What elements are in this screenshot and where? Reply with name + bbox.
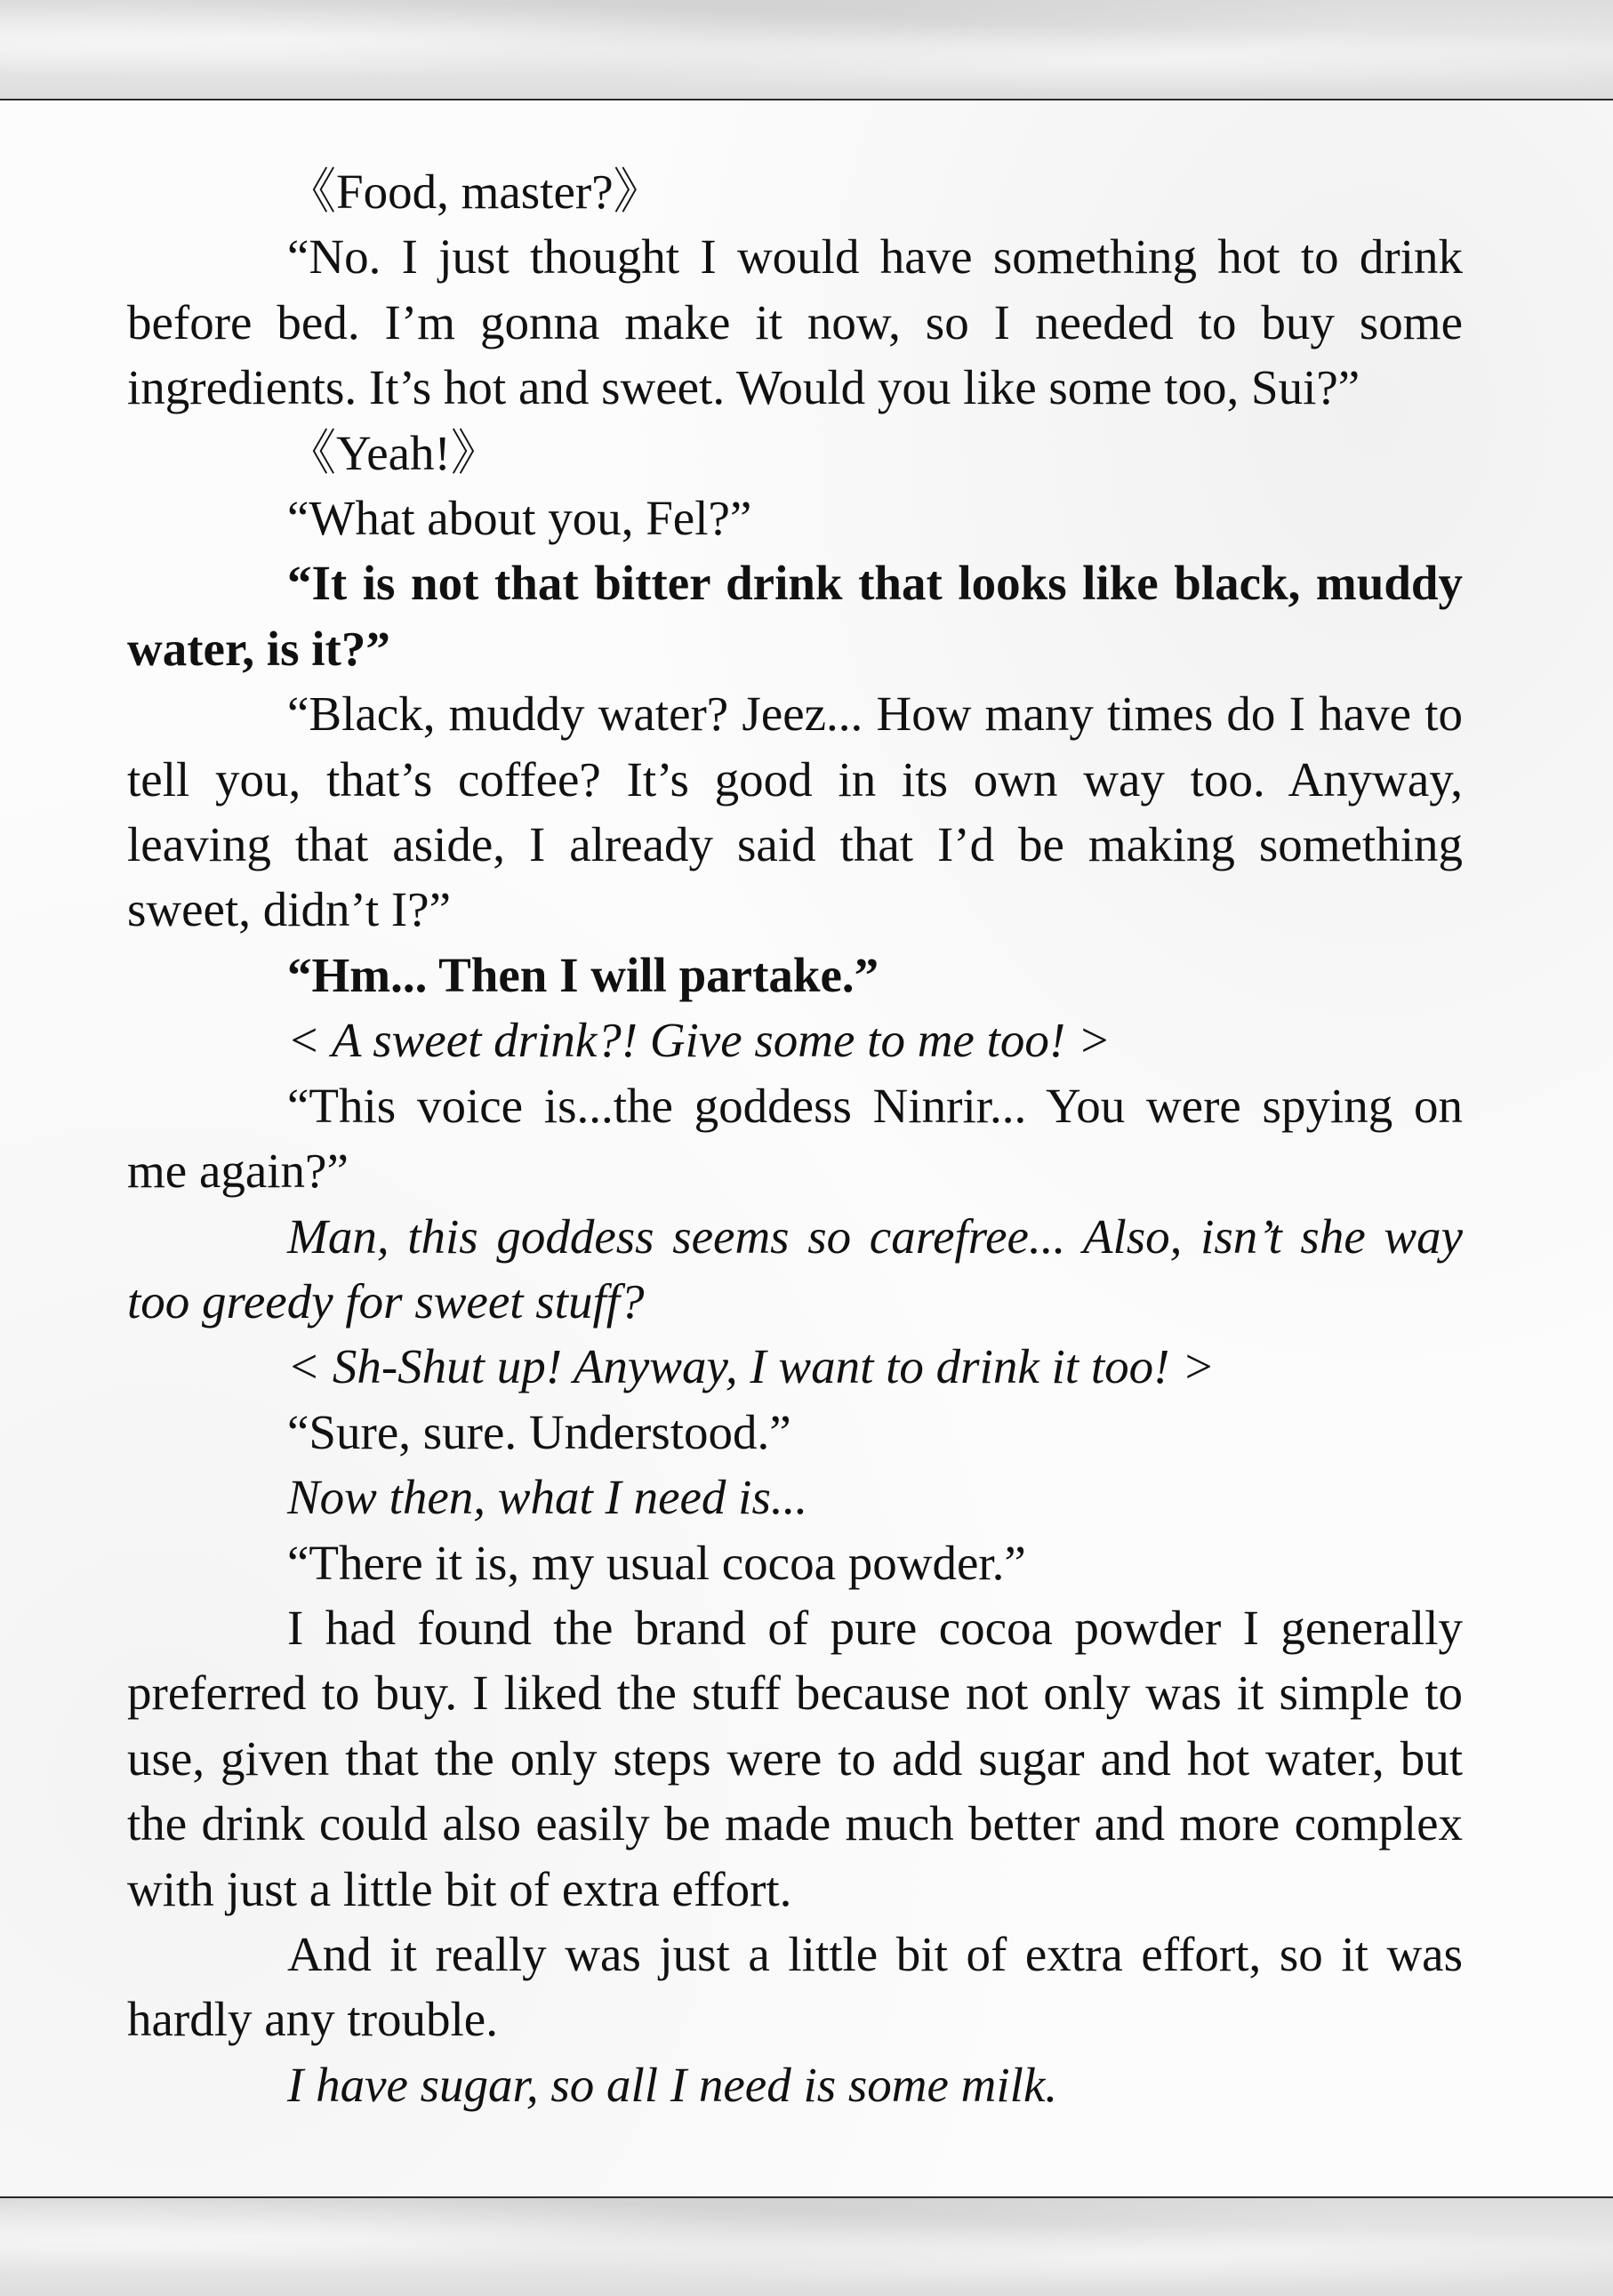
body-text	[127, 159, 1463, 2117]
paragraph-understood: “Sure, sure. Understood.”	[287, 1404, 791, 1459]
paragraph-cocoa-brand: I had found the brand of pure cocoa powder I generally preferred to buy. I liked the stuff because not only was it simple to use, given that the only steps were to add sugar and hot water, but the drink could also easily be made much better and more complex with just a little bit of extra effort.	[127, 1600, 1463, 1916]
bottom-margin-band	[0, 2196, 1613, 2296]
paragraph-bitter-drink: “It is not that bitter drink that looks like black, muddy water, is it?”	[127, 556, 1463, 676]
top-margin-band	[0, 0, 1613, 100]
book-page	[0, 100, 1613, 2196]
paragraph-hot-drink: “No. I just thought I would have something hot to drink before bed. I’m gonna make it now, so I needed to buy some ingredients. It’s hot and sweet. Would you like some too, Sui?”	[127, 229, 1463, 415]
paragraph-sweet-drink-goddess: < A sweet drink?! Give some to me too! >	[287, 1013, 1111, 1068]
paragraph-carefree-goddess: Man, this goddess seems so carefree... Also, isn’t she way too greedy for sweet stuff?	[127, 1208, 1463, 1329]
paragraph-extra-effort: And it really was just a little bit of extra effort, so it was hardly any trouble.	[127, 1926, 1463, 2047]
paragraph-partake: “Hm... Then I will partake.”	[287, 947, 879, 1002]
paragraph-what-about-fel: “What about you, Fel?”	[287, 491, 752, 546]
paragraph-yeah: 《Yeah!》	[287, 425, 500, 480]
paragraph-what-i-need: Now then, what I need is...	[287, 1470, 808, 1525]
paragraph-shut-up: < Sh-Shut up! Anyway, I want to drink it too! >	[287, 1339, 1216, 1394]
paragraph-coffee: “Black, muddy water? Jeez... How many times do I have to tell you, that’s coffee? It’s good in its own way too. Anyway, leaving that aside, I already said that I’d be making something sweet, didn’t I?”	[127, 686, 1463, 937]
paragraph-cocoa-powder: “There it is, my usual cocoa powder.”	[287, 1535, 1026, 1590]
paragraph-ninrir-voice: “This voice is...the goddess Ninrir... You were spying on me again?”	[127, 1078, 1463, 1199]
paragraph-food-master: 《Food, master?》	[287, 165, 662, 219]
paragraph-need-milk: I have sugar, so all I need is some milk.	[287, 2057, 1058, 2112]
